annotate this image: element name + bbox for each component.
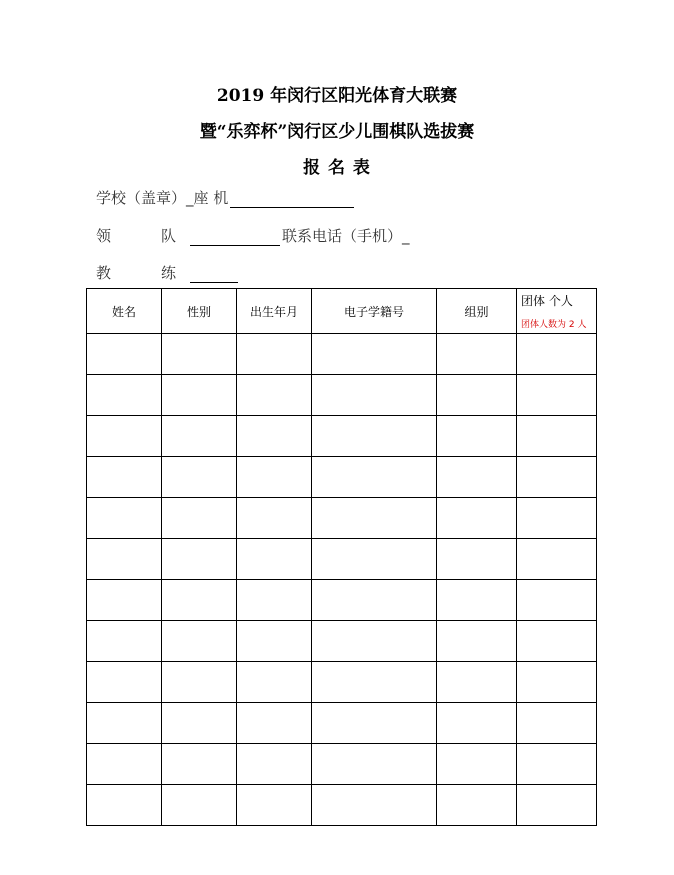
coach-name-blank[interactable] [190, 266, 238, 283]
name-cell[interactable] [87, 498, 162, 539]
team-cell[interactable] [517, 785, 597, 826]
birth-cell[interactable] [237, 703, 312, 744]
header-gender: 性别 [162, 289, 237, 334]
group-cell[interactable] [437, 744, 517, 785]
school-phone-blank[interactable] [230, 191, 354, 208]
team-size-note: 团体人数为 2 人 [521, 320, 587, 330]
group-cell[interactable] [437, 457, 517, 498]
group-cell[interactable] [437, 580, 517, 621]
group-cell[interactable] [437, 539, 517, 580]
group-cell[interactable] [437, 785, 517, 826]
team-cell[interactable] [517, 621, 597, 662]
student-id-cell[interactable] [312, 621, 437, 662]
birth-cell[interactable] [237, 498, 312, 539]
table-body [87, 334, 597, 826]
gender-cell[interactable] [162, 744, 237, 785]
table-row [87, 580, 597, 621]
title-line-2: 暨“乐弈杯”闵行区少儿围棋队选拔赛 [199, 122, 475, 142]
group-cell[interactable] [437, 375, 517, 416]
team-cell[interactable] [517, 457, 597, 498]
team-cell[interactable] [517, 744, 597, 785]
student-id-cell[interactable] [312, 416, 437, 457]
birth-cell[interactable] [237, 662, 312, 703]
team-cell[interactable] [517, 580, 597, 621]
registration-table [86, 288, 597, 826]
name-cell[interactable] [87, 334, 162, 375]
group-cell[interactable] [437, 662, 517, 703]
name-cell[interactable] [87, 539, 162, 580]
team-cell[interactable] [517, 375, 597, 416]
group-cell[interactable] [437, 416, 517, 457]
table-header-row [87, 289, 597, 334]
birth-cell[interactable] [237, 457, 312, 498]
leader-label-2: 队 [161, 227, 177, 245]
name-cell[interactable] [87, 416, 162, 457]
student-id-cell[interactable] [312, 785, 437, 826]
birth-cell[interactable] [237, 744, 312, 785]
table-row [87, 457, 597, 498]
table-row [87, 744, 597, 785]
student-id-cell[interactable] [312, 457, 437, 498]
header-group: 组别 [437, 289, 517, 334]
student-id-cell[interactable] [312, 744, 437, 785]
name-cell[interactable] [87, 662, 162, 703]
table-row [87, 539, 597, 580]
team-cell[interactable] [517, 416, 597, 457]
table-row [87, 498, 597, 539]
group-cell[interactable] [437, 703, 517, 744]
team-cell[interactable] [517, 539, 597, 580]
header-birth: 出生年月 [237, 289, 312, 334]
student-id-cell[interactable] [312, 580, 437, 621]
title-line-3: 报 名 表 [303, 158, 371, 178]
table-row [87, 785, 597, 826]
birth-cell[interactable] [237, 375, 312, 416]
birth-cell[interactable] [237, 621, 312, 662]
school-row [96, 187, 356, 208]
gender-cell[interactable] [162, 457, 237, 498]
team-cell[interactable] [517, 334, 597, 375]
gender-cell[interactable] [162, 662, 237, 703]
coach-row [96, 262, 240, 283]
table-row [87, 416, 597, 457]
leader-name-blank[interactable] [190, 229, 280, 246]
coach-label: 教 [96, 264, 112, 282]
team-cell[interactable] [517, 662, 597, 703]
name-cell[interactable] [87, 457, 162, 498]
name-cell[interactable] [87, 703, 162, 744]
gender-cell[interactable] [162, 785, 237, 826]
name-cell[interactable] [87, 375, 162, 416]
phone-label: 联系电话（手机）_ [282, 227, 410, 245]
gender-cell[interactable] [162, 580, 237, 621]
birth-cell[interactable] [237, 539, 312, 580]
coach-label-2: 练 [161, 264, 177, 282]
gender-cell[interactable] [162, 375, 237, 416]
gender-cell[interactable] [162, 539, 237, 580]
table-row [87, 703, 597, 744]
table-row [87, 662, 597, 703]
student-id-cell[interactable] [312, 498, 437, 539]
header-student-id: 电子学籍号 [312, 289, 437, 334]
name-cell[interactable] [87, 744, 162, 785]
group-cell[interactable] [437, 621, 517, 662]
gender-cell[interactable] [162, 703, 237, 744]
title-line-1: 2019 年闵行区阳光体育大联赛 [216, 86, 458, 106]
student-id-cell[interactable] [312, 703, 437, 744]
header-team-individual [517, 289, 597, 334]
team-cell[interactable] [517, 703, 597, 744]
birth-cell[interactable] [237, 785, 312, 826]
student-id-cell[interactable] [312, 662, 437, 703]
table-row [87, 375, 597, 416]
group-cell[interactable] [437, 334, 517, 375]
birth-cell[interactable] [237, 334, 312, 375]
gender-cell[interactable] [162, 416, 237, 457]
birth-cell[interactable] [237, 416, 312, 457]
header-name: 姓名 [87, 289, 162, 334]
leader-row [96, 225, 410, 246]
header-team-label: 团体 个人 [521, 294, 573, 308]
gender-cell[interactable] [162, 334, 237, 375]
school-label: 学校（盖章）_座 机 [96, 189, 229, 207]
team-cell[interactable] [517, 498, 597, 539]
group-cell[interactable] [437, 498, 517, 539]
name-cell[interactable] [87, 621, 162, 662]
table-row [87, 334, 597, 375]
student-id-cell[interactable] [312, 334, 437, 375]
gender-cell[interactable] [162, 498, 237, 539]
table-row [87, 621, 597, 662]
leader-label: 领 [96, 227, 112, 245]
birth-cell[interactable] [237, 580, 312, 621]
student-id-cell[interactable] [312, 539, 437, 580]
gender-cell[interactable] [162, 621, 237, 662]
name-cell[interactable] [87, 580, 162, 621]
name-cell[interactable] [87, 785, 162, 826]
student-id-cell[interactable] [312, 375, 437, 416]
